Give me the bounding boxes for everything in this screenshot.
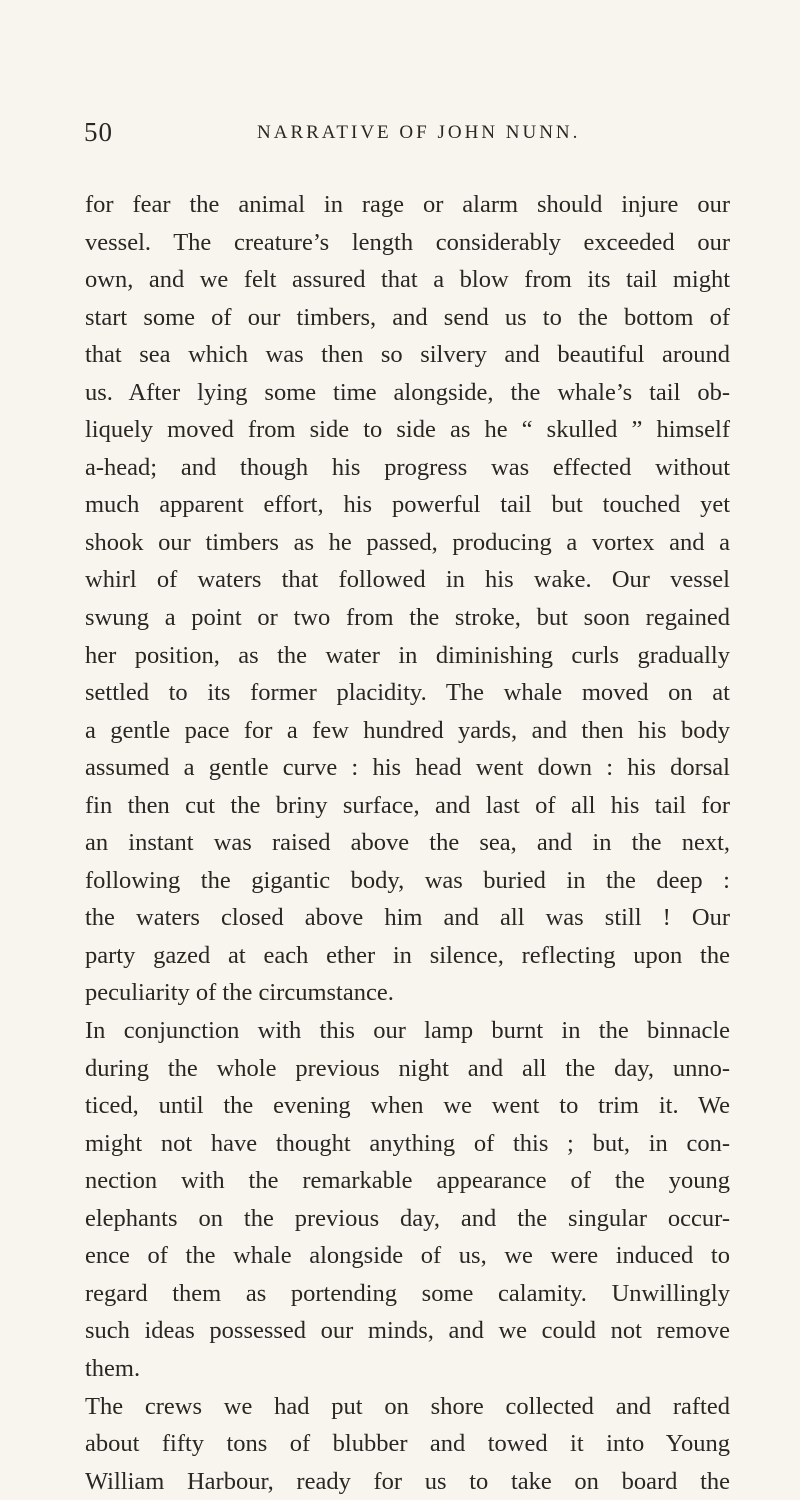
text-line: peculiarity of the circumstance. [85,979,394,1007]
text-line: In conjunction with this our lamp burnt in the binnacle [85,1017,730,1045]
text-line: her position, as the water in diminishing curls gradually [85,641,730,669]
text-line: following the gigantic body, was buried in the deep : [85,866,730,894]
running-head: NARRATIVE OF JOHN NUNN. [257,122,581,143]
text-line: such ideas possessed our minds, and we could not remove [85,1317,730,1345]
text-line: a-head; and though his progress was effected without [85,453,730,481]
text-line: regard them as portending some calamity. Unwillingly [85,1279,730,1307]
text-line: the waters closed above him and all was still ! Our [85,904,730,932]
page-header [0,112,800,152]
text-line: William Harbour, ready for us to take on board the [85,1467,730,1495]
text-line: elephants on the previous day, and the singular occur- [85,1204,730,1232]
text-line: own, and we felt assured that a blow from its tail might [85,266,730,294]
page-number: 50 [84,117,113,147]
text-line: during the whole previous night and all the day, unno- [85,1054,730,1082]
body-text [85,186,730,1500]
text-line: start some of our timbers, and send us to the bottom of [85,303,730,331]
text-line: liquely moved from side to side as he “ skulled ” himself [85,416,730,444]
text-line: fin then cut the briny surface, and last of all his tail for [85,791,730,819]
text-line: an instant was raised above the sea, and in the next, [85,829,730,857]
text-line: ence of the whale alongside of us, we were induced to [85,1242,730,1270]
text-line: them. [85,1354,141,1382]
text-line: might not have thought anything of this ; but, in con- [85,1129,730,1157]
text-line: nection with the remarkable appearance of the young [85,1167,730,1195]
text-line: shook our timbers as he passed, producing a vortex and a [85,528,730,556]
text-line: party gazed at each ether in silence, reflecting upon the [85,941,730,969]
text-line: assumed a gentle curve : his head went down : his dorsal [85,754,730,782]
text-line: whirl of waters that followed in his wake. Our vessel [85,566,730,594]
text-line: swung a point or two from the stroke, but soon regained [85,604,730,632]
text-line: The crews we had put on shore collected and rafted [85,1392,730,1420]
text-line: settled to its former placidity. The whale moved on at [85,679,730,707]
text-line: us. After lying some time alongside, the whale’s tail ob- [85,378,730,406]
text-line: about fifty tons of blubber and towed it into Young [85,1430,730,1458]
text-line: vessel. The creature’s length considerably exceeded our [85,228,730,256]
text-line: that sea which was then so silvery and beautiful around [85,341,730,369]
text-line: a gentle pace for a few hundred yards, and then his body [85,716,730,744]
text-line: ticed, until the evening when we went to trim it. We [85,1092,730,1120]
text-line: for fear the animal in rage or alarm should injure our [85,191,730,218]
text-line: much apparent effort, his powerful tail but touched yet [85,491,730,519]
